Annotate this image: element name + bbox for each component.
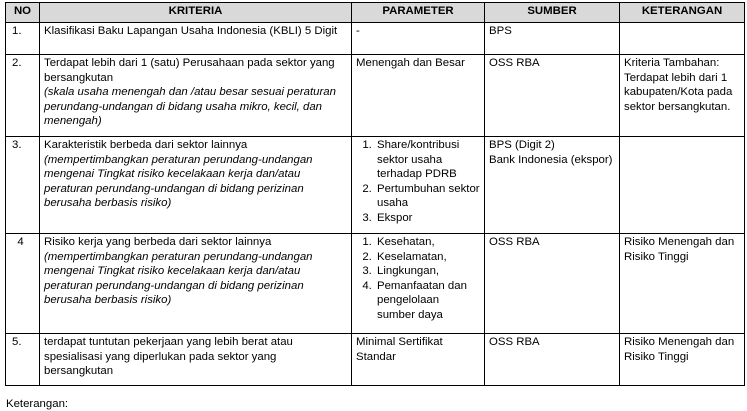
kriteria-cell <box>40 234 352 334</box>
row-number: 4 <box>6 234 40 334</box>
kriteria-cell <box>40 334 352 386</box>
kriteria-note: (mempertimbangkan peraturan perundang-undangan mengenai Tingkat risiko kecelakaan kerja dan/atau peraturan perundang-undangan di bidang perizinan berusaha berbasis risiko) <box>44 250 313 307</box>
sumber-cell: OSS RBA <box>485 55 620 137</box>
table-row <box>6 55 745 137</box>
parameter-cell <box>352 137 485 234</box>
header-sumber: SUMBER <box>485 3 620 23</box>
sumber-cell: OSS RBA <box>485 234 620 334</box>
row-number: 5. <box>6 334 40 386</box>
keterangan-cell <box>620 23 745 55</box>
table-row <box>6 334 745 386</box>
header-kriteria: KRITERIA <box>40 3 352 23</box>
kriteria-note: (mempertimbangkan peraturan perundang-undangan mengenai Tingkat risiko kecelakaan kerja dan/atau peraturan perundang-undangan di bidang perizinan berusaha berbasis risiko) <box>44 153 313 210</box>
criteria-table <box>5 2 745 386</box>
keterangan-cell <box>620 137 745 234</box>
sumber-cell: BPS <box>485 23 620 55</box>
kriteria-text: terdapat tuntutan pekerjaan yang lebih berat atau spesialisasi yang diperlukan pada sektor yang bersangkutan <box>44 336 293 378</box>
header-keterangan: KETERANGAN <box>620 3 745 23</box>
header-parameter: PARAMETER <box>352 3 485 23</box>
keterangan-cell: Risiko Menengah dan Risiko Tinggi <box>620 334 745 386</box>
row-number: 1. <box>6 23 40 55</box>
sumber-cell: BPS (Digit 2) Bank Indonesia (ekspor) <box>485 137 620 234</box>
row-number: 2. <box>6 55 40 137</box>
row-number: 3. <box>6 137 40 234</box>
parameter-cell: Minimal Sertifikat Standar <box>352 334 485 386</box>
kriteria-cell <box>40 137 352 234</box>
table-row <box>6 137 745 234</box>
parameter-list <box>356 138 480 226</box>
parameter-list-item: 1. Share/kontribusi sektor usaha terhadap PDRB <box>375 138 480 182</box>
table-row <box>6 234 745 334</box>
parameter-cell: - <box>352 23 485 55</box>
kriteria-note: (skala usaha menengah dan /atau besar sesuai peraturan perundang-undangan di bidang usaha mikro, kecil, dan menengah) <box>44 86 336 128</box>
header-no: NO <box>6 3 40 23</box>
kriteria-text: Klasifikasi Baku Lapangan Usaha Indonesia (KBLI) 5 Digit <box>44 25 338 37</box>
kriteria-cell <box>40 23 352 55</box>
parameter-list-item: 2. Pertumbuhan sektor usaha <box>375 182 480 211</box>
keterangan-cell: Kriteria Tambahan: Terdapat lebih dari 1 kabupaten/Kota pada sektor bersangkutan. <box>620 55 745 137</box>
parameter-list <box>356 235 480 323</box>
parameter-list-item: 2. Keselamatan, <box>375 250 480 265</box>
parameter-cell <box>352 234 485 334</box>
footnote-label: Keterangan: <box>6 398 69 410</box>
parameter-list-item: 3. Lingkungan, <box>375 264 480 279</box>
keterangan-cell: Risiko Menengah dan Risiko Tinggi <box>620 234 745 334</box>
sumber-cell: OSS RBA <box>485 334 620 386</box>
kriteria-text: Karakteristik berbeda dari sektor lainnya <box>44 139 248 151</box>
parameter-list-item: 4. Pemanfaatan dan pengelolaan sumber daya <box>375 279 480 323</box>
kriteria-text: Terdapat lebih dari 1 (satu) Perusahaan pada sektor yang bersangkutan <box>44 57 335 84</box>
parameter-cell: Menengah dan Besar <box>352 55 485 137</box>
table-header-row <box>6 3 745 23</box>
table-row <box>6 23 745 55</box>
kriteria-cell <box>40 55 352 137</box>
kriteria-text: Risiko kerja yang berbeda dari sektor lainnya <box>44 236 272 248</box>
parameter-list-item: 3. Ekspor <box>375 211 480 226</box>
parameter-list-item: 1. Kesehatan, <box>375 235 480 250</box>
